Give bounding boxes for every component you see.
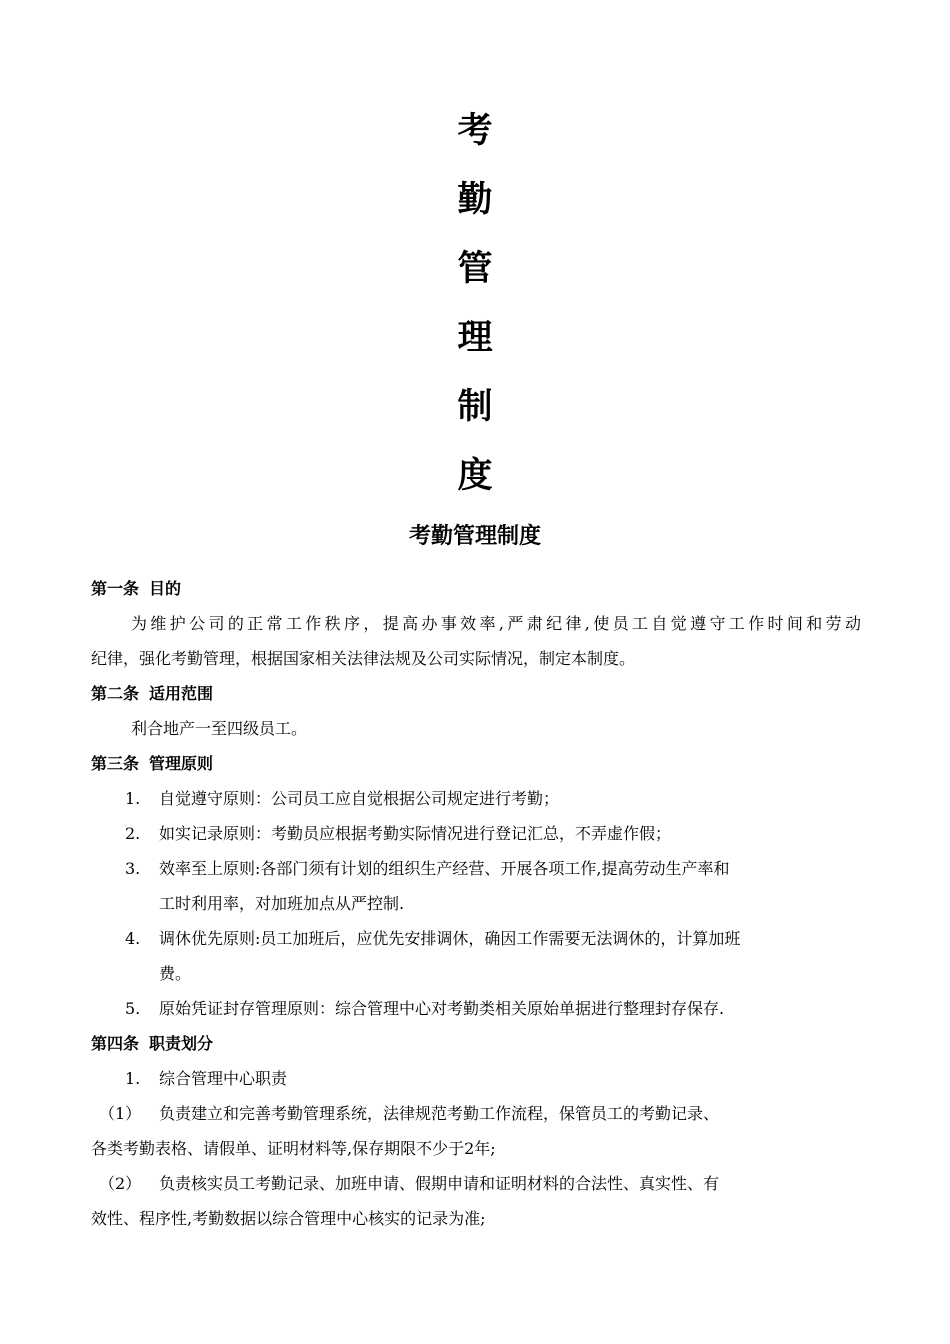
list-text: 综合管理中心职责 bbox=[159, 1069, 288, 1088]
sub-item-number: （2） bbox=[99, 1174, 142, 1193]
paragraph-line: 纪律，强化考勤管理，根据国家相关法律法规及公司实际情况，制定本制度。 bbox=[91, 649, 636, 668]
list-item bbox=[91, 1061, 861, 1096]
list-item bbox=[91, 851, 861, 886]
list-number: 5. bbox=[125, 999, 141, 1018]
section-heading-responsibilities bbox=[91, 1026, 861, 1061]
section-title: 适用范围 bbox=[149, 684, 214, 703]
document-title: 考勤管理制度 bbox=[408, 524, 541, 549]
sub-item bbox=[91, 1166, 861, 1201]
document-body bbox=[91, 571, 861, 1236]
cover-char: 制 bbox=[457, 386, 493, 427]
sub-item-text: 负责建立和完善考勤管理系统，法律规范考勤工作流程，保管员工的考勤记录、 bbox=[159, 1104, 720, 1123]
cover-char: 管 bbox=[457, 248, 493, 289]
paragraph-line: 为维护公司的正常工作秩序，提高办事效率,严肃纪律,使员工自觉遵守工作时间和劳动 bbox=[131, 614, 861, 633]
list-text-continued: 费。 bbox=[159, 964, 192, 983]
cover-char: 考 bbox=[457, 110, 493, 151]
list-text: 如实记录原则：考勤员应根据考勤实际情况进行登记汇总，不弄虚作假； bbox=[159, 824, 672, 843]
list-text-continued: 工时利用率，对加班加点从严控制. bbox=[159, 894, 405, 913]
cover-char: 理 bbox=[457, 317, 493, 358]
section-number: 第二条 bbox=[91, 684, 140, 703]
section-number: 第一条 bbox=[91, 579, 140, 598]
list-number: 3. bbox=[125, 859, 141, 878]
cover-title bbox=[0, 96, 950, 510]
sub-item-text-continued: 效性、程序性,考勤数据以综合管理中心核实的记录为准; bbox=[91, 1209, 486, 1228]
section-heading-principles bbox=[91, 746, 861, 781]
list-text: 原始凭证封存管理原则：综合管理中心对考勤类相关原始单据进行整理封存保存. bbox=[159, 999, 725, 1018]
paragraph-line: 利合地产一至四级员工。 bbox=[131, 719, 308, 738]
sub-item bbox=[91, 1096, 861, 1131]
section-number: 第四条 bbox=[91, 1034, 140, 1053]
section-heading-scope bbox=[91, 676, 861, 711]
cover-char: 度 bbox=[457, 455, 493, 496]
list-number: 2. bbox=[125, 824, 141, 843]
list-item bbox=[91, 921, 861, 956]
section-title: 管理原则 bbox=[149, 754, 214, 773]
sub-item-text-continued: 各类考勤表格、请假单、证明材料等,保存期限不少于2年; bbox=[91, 1139, 496, 1158]
list-item bbox=[91, 781, 861, 816]
sub-item-text: 负责核实员工考勤记录、加班申请、假期申请和证明材料的合法性、真实性、有 bbox=[159, 1174, 720, 1193]
section-title: 目的 bbox=[149, 579, 182, 598]
list-item bbox=[91, 816, 861, 851]
list-number: 1. bbox=[125, 789, 141, 808]
list-text: 自觉遵守原则：公司员工应自觉根据公司规定进行考勤； bbox=[159, 789, 560, 808]
sub-item-number: （1） bbox=[99, 1104, 142, 1123]
list-number: 4. bbox=[125, 929, 141, 948]
list-item bbox=[91, 991, 861, 1026]
list-number: 1. bbox=[125, 1069, 141, 1088]
section-number: 第三条 bbox=[91, 754, 140, 773]
list-text: 调休优先原则:员工加班后，应优先安排调休，确因工作需要无法调休的，计算加班 bbox=[159, 929, 741, 948]
section-title: 职责划分 bbox=[149, 1034, 214, 1053]
cover-char: 勤 bbox=[457, 179, 493, 220]
section-heading-purpose bbox=[91, 571, 861, 606]
list-text: 效率至上原则:各部门须有计划的组织生产经营、开展各项工作,提高劳动生产率和 bbox=[159, 859, 730, 878]
